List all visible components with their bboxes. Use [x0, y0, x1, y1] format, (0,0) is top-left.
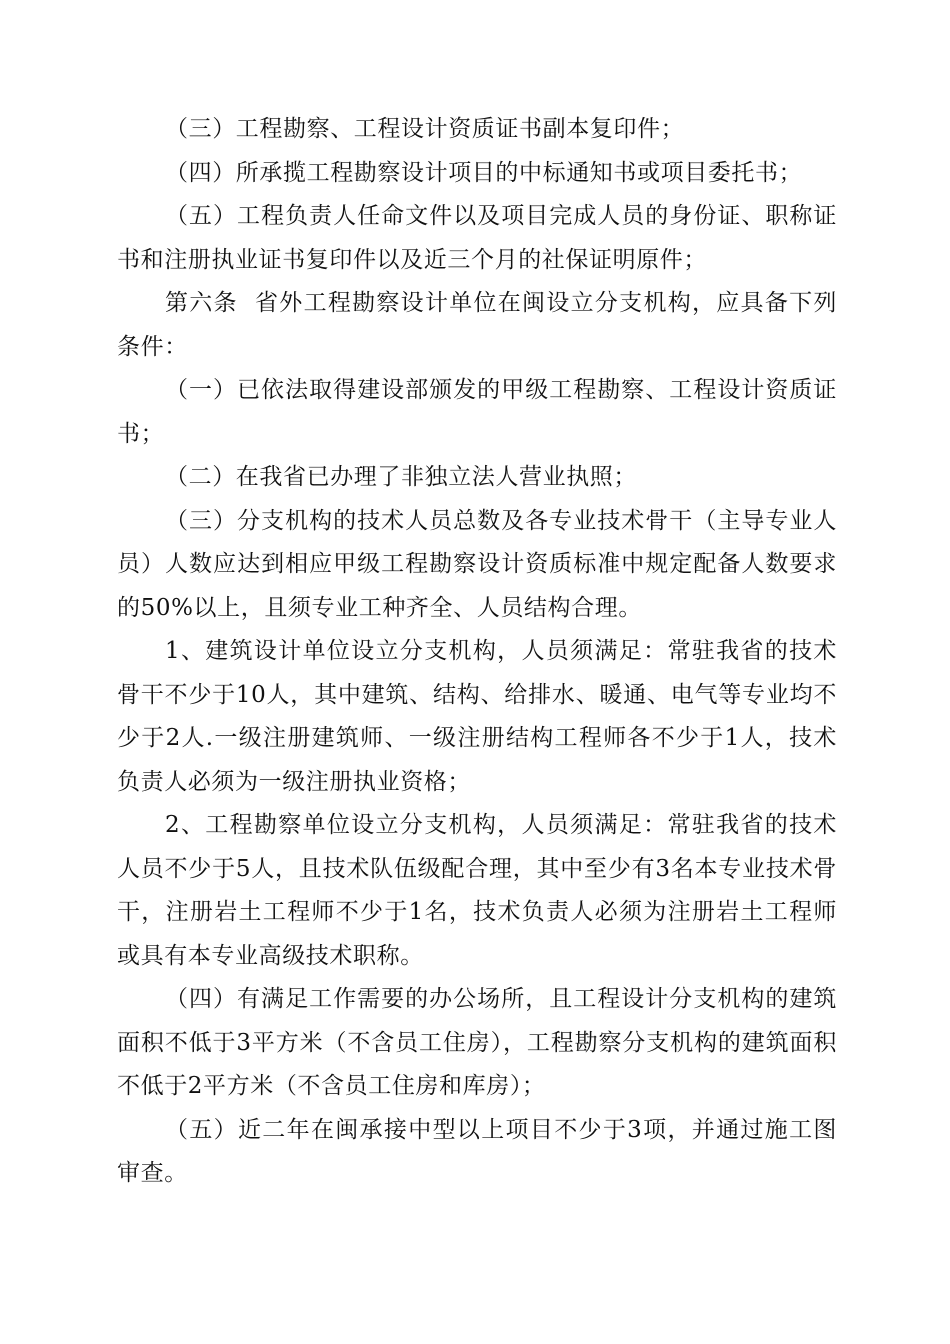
- condition-3: （三）分支机构的技术人员总数及各专业技术骨干（主导专业人员）人数应达到相应甲级工程勘察设计资质标准中规定配备人数要求的50%以上，且须专业工种齐全、人员结构合理。: [117, 507, 837, 621]
- condition-1: （一）已依法取得建设部颁发的甲级工程勘察、工程设计资质证书；: [117, 377, 837, 447]
- condition-4: （四）有满足工作需要的办公场所，且工程设计分支机构的建筑面积不低于3平方米（不含员工住房），工程勘察分支机构的建筑面积不低于2平方米（不含员工住房和库房）；: [117, 986, 837, 1099]
- paragraph-item-4: （四）所承揽工程勘察设计项目的中标通知书或项目委托书；: [165, 159, 803, 186]
- article-six-heading: 第六条 省外工程勘察设计单位在闽设立分支机构，应具备下列条件：: [117, 290, 837, 360]
- paragraph-item-3: （三）工程勘察、工程设计资质证书副本复印件；: [165, 116, 685, 142]
- condition-3-sub-1: 1、建筑设计单位设立分支机构，人员须满足：常驻我省的技术骨干不少于10人，其中建筑、结构、给排水、暖通、电气等专业均不少于2人.一级注册建筑师、一级注册结构工程师各不少于1人，技术负责人必须为一级注册执业资格；: [117, 638, 837, 795]
- paragraph-item-5: （五）工程负责人任命文件以及项目完成人员的身份证、职称证书和注册执业证书复印件以及近三个月的社保证明原件；: [117, 203, 837, 273]
- condition-3-sub-2: 2、工程勘察单位设立分支机构，人员须满足：常驻我省的技术人员不少于5人，且技术队伍级配合理，其中至少有3名本专业技术骨干，注册岩土工程师不少于1名，技术负责人必须为注册岩土工程师或具有本专业高级技术职称。: [117, 812, 837, 969]
- document-body: [117, 108, 837, 1196]
- condition-2: （二）在我省已办理了非独立法人营业执照；: [165, 464, 637, 490]
- condition-5: （五）近二年在闽承接中型以上项目不少于3项，并通过施工图审查。: [117, 1116, 837, 1186]
